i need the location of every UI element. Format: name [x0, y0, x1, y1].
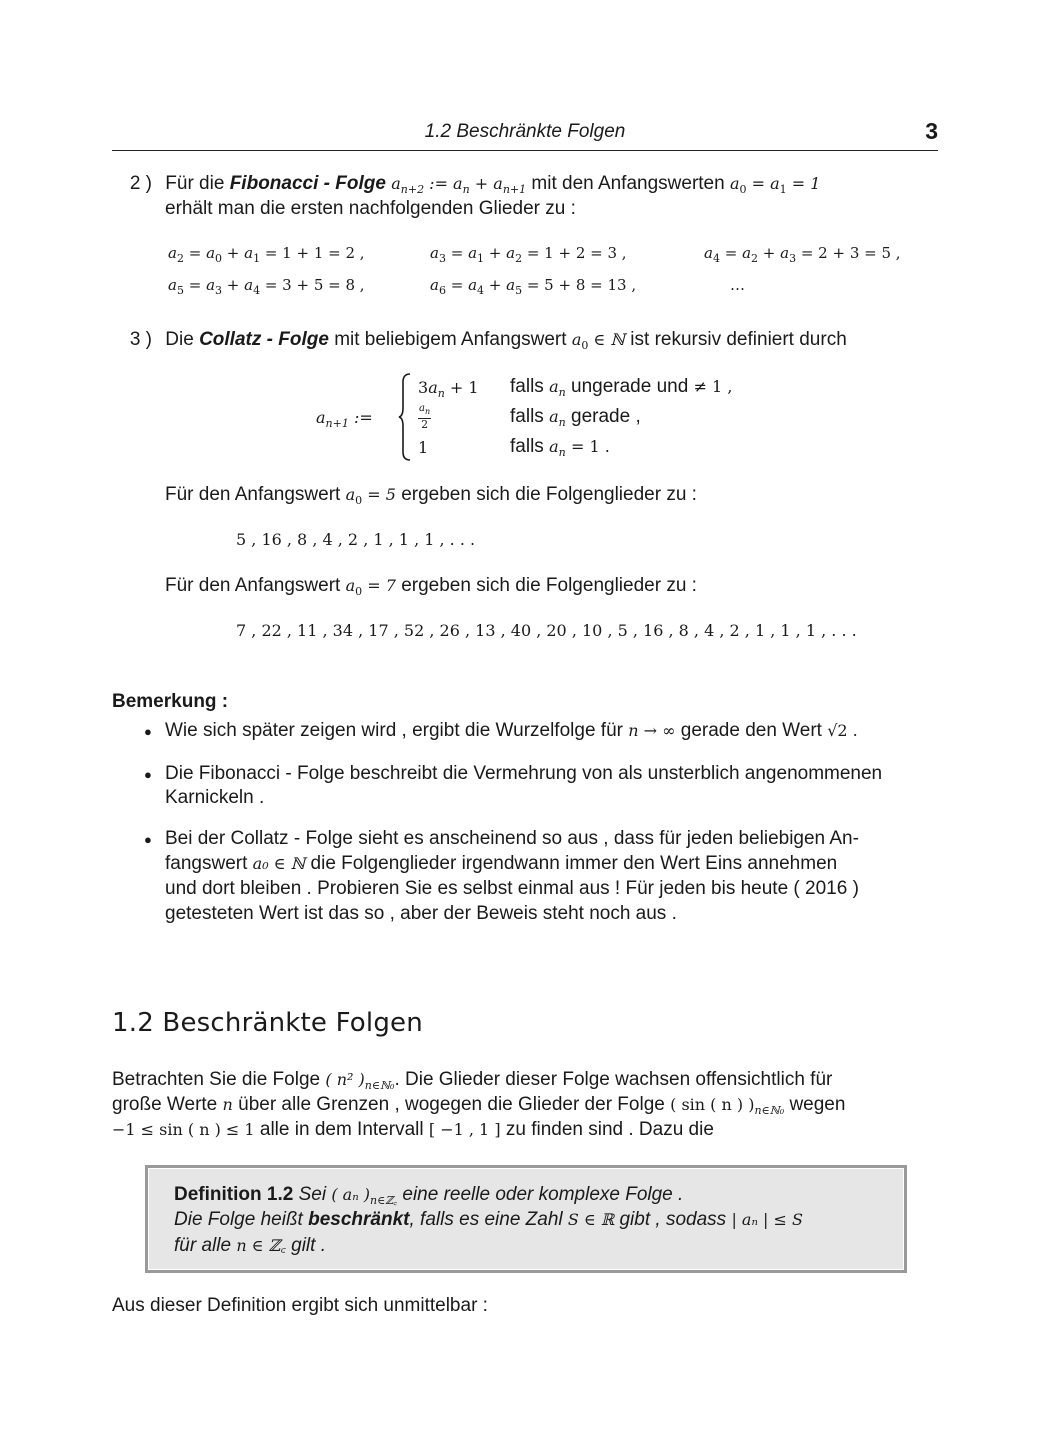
term-collatz: Collatz - Folge	[199, 329, 329, 350]
collatz-lhs: $a_{n+1}$ :=	[316, 408, 373, 430]
case-1-condition: falls $a_n$ ungerade und ≠ 1 ,	[510, 376, 733, 399]
text: Für die	[165, 173, 225, 194]
example-1-intro: Für den Anfangswert $a_0 = 5$ ergeben sich die Folgenglieder zu :	[165, 484, 697, 507]
page-number: 3	[925, 118, 938, 144]
term-beschraenkt: beschränkt	[308, 1209, 410, 1230]
definition-line-3: für alle n ∈ ℤ꜀ gilt .	[174, 1235, 326, 1256]
fibonacci-equation-a4: $a_4 = a_2 + a_3 = 2 + 3 = 5$ ,	[704, 244, 901, 265]
case-2-condition: falls $a_n$ gerade ,	[510, 406, 641, 429]
case-3-condition: falls $a_n = 1$ .	[510, 436, 610, 459]
remark-bullet-2-line-1: Die Fibonacci - Folge beschreibt die Vermehrung von als unsterblich angenommenen	[165, 763, 883, 784]
text: Die	[165, 329, 194, 350]
case-1-expr: $3a_n + 1$	[418, 378, 479, 400]
collatz-start-condition: $a_0$ ∈ ℕ	[571, 330, 626, 352]
fibonacci-equation-a6: $a_6 = a_4 + a_5 = 5 + 8 = 13$ ,	[430, 276, 637, 297]
case-2-expr: $\frac{a_n}{2}$	[419, 403, 431, 431]
left-brace-icon	[398, 372, 412, 462]
remark-bullet-3-line-1: Bei der Collatz - Folge sieht es anscheinend so aus , dass für jeden beliebigen An-	[165, 828, 859, 849]
remark-bullet-3-line-4: getesteten Wert ist das so , aber der Beweis steht noch aus .	[165, 903, 677, 924]
bullet-icon: ●	[144, 767, 152, 782]
fibonacci-recursion: $a_{n+2}$ := $a_n + a_{n+1}$	[391, 174, 527, 196]
definition-line-2: Die Folge heißt beschränkt, falls es eine Zahl S ∈ ℝ gibt , sodass | aₙ | ≤ S	[174, 1209, 803, 1230]
section-heading: 1.2 Beschränkte Folgen	[112, 1008, 423, 1038]
item-number: 2 )	[129, 173, 152, 194]
example-2-intro: Für den Anfangswert $a_0 = 7$ ergeben sich die Folgenglieder zu :	[165, 575, 697, 598]
fibonacci-equation-a3: $a_3 = a_1 + a_2 = 1 + 2 = 3$ ,	[430, 244, 627, 265]
example-2-sequence: 7 , 22 , 11 , 34 , 17 , 52 , 26 , 13 , 40 , 20 , 10 , 5 , 16 , 8 , 4 , 2 , 1 , 1 , 1 , . . .	[236, 621, 857, 640]
fibonacci-initial: $a_0 = a_1 = 1$	[729, 174, 821, 196]
ellipsis: …	[730, 276, 745, 294]
remark-bullet-3-line-3: und dort bleiben . Probieren Sie es selbst einmal aus ! Für jeden bis heute ( 2016 )	[165, 878, 859, 899]
text: mit den Anfangswerten	[531, 173, 725, 194]
definition-box	[145, 1165, 907, 1273]
remark-bullet-2-line-2: Karnickeln .	[165, 787, 265, 808]
definition-label: Definition 1.2	[174, 1184, 294, 1205]
item-3-line-1	[112, 328, 847, 358]
term-fibonacci: Fibonacci - Folge	[229, 173, 386, 194]
closing-text: Aus dieser Definition ergibt sich unmittelbar :	[112, 1295, 488, 1316]
running-header	[112, 118, 938, 151]
remark-bullet-3-line-2: fangswert a₀ ∈ ℕ die Folgenglieder irgendwann immer den Wert Eins annehmen	[165, 853, 838, 874]
item-2-line-2: erhält man die ersten nachfolgenden Glieder zu :	[165, 198, 576, 219]
text: ist rekursiv definiert durch	[630, 329, 847, 350]
text: mit beliebigem Anfangswert	[334, 329, 567, 350]
bullet-icon: ●	[144, 832, 152, 847]
fibonacci-equation-a2: $a_2 = a_0 + a_1 = 1 + 1 = 2$ ,	[168, 244, 365, 265]
section-para-line-1: Betrachten Sie die Folge ( n² )$_{n\in ℕ_0}$. Die Glieder dieser Folge wachsen offensichtlich für	[112, 1069, 833, 1092]
definition-line-1: Definition 1.2 Sei ( aₙ )$_{n\in ℤ꜀}$ eine reelle oder komplexe Folge .	[174, 1184, 684, 1207]
item-number: 3 )	[129, 329, 152, 350]
remark-bullet-1: Wie sich später zeigen wird , ergibt die Wurzelfolge für n → ∞ gerade den Wert √2 .	[165, 720, 858, 741]
remark-heading: Bemerkung :	[112, 691, 229, 712]
section-para-line-3: −1 ≤ sin ( n ) ≤ 1 alle in dem Intervall [ −1 , 1 ] zu finden sind . Dazu die	[112, 1119, 714, 1140]
section-para-line-2: große Werte n über alle Grenzen , wogegen die Glieder der Folge ( sin ( n ) )$_{n\in ℕ_0}$ wegen	[112, 1094, 846, 1117]
case-3-expr: 1	[418, 438, 429, 457]
example-1-sequence: 5 , 16 , 8 , 4 , 2 , 1 , 1 , 1 , . . .	[236, 530, 476, 549]
fibonacci-equation-a5: $a_5 = a_3 + a_4 = 3 + 5 = 8$ ,	[168, 276, 365, 297]
bullet-icon: ●	[144, 724, 152, 739]
running-title: 1.2 Beschränkte Folgen	[424, 121, 626, 142]
